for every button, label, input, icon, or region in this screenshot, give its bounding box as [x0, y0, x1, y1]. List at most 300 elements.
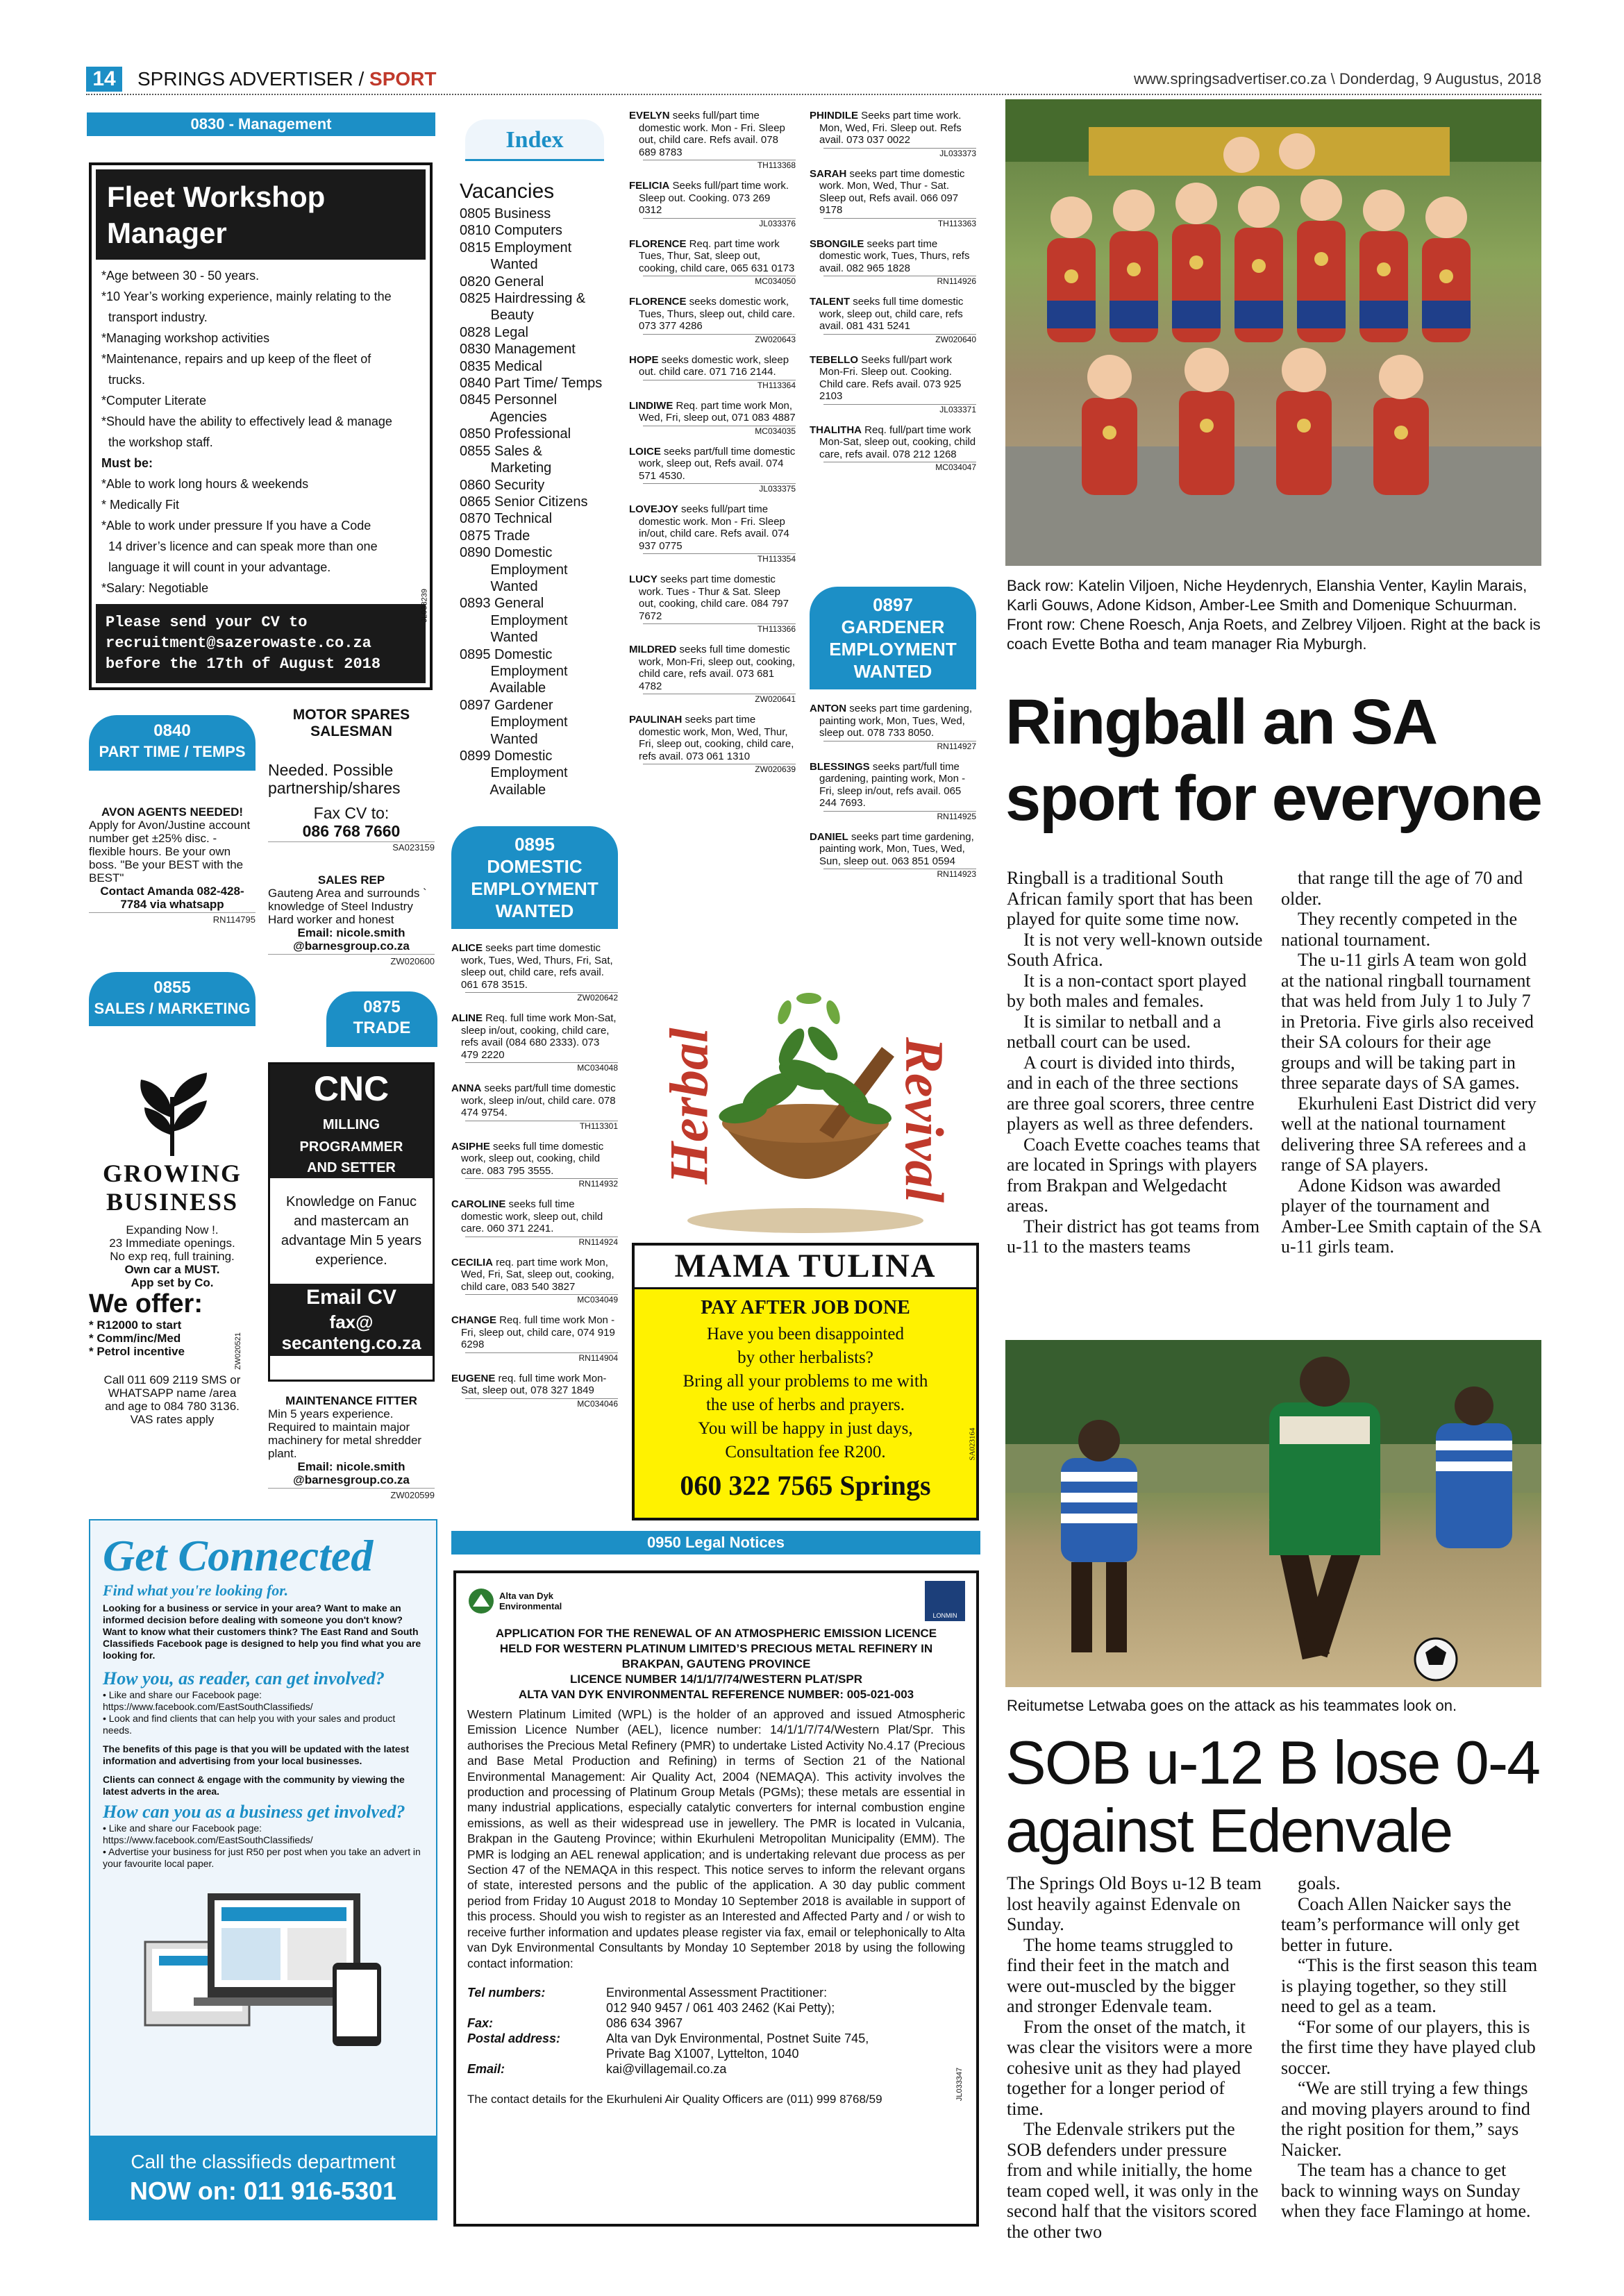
legal-notices-bar: 0950 Legal Notices [451, 1531, 980, 1555]
classified-text: seeks part/full time domestic work, sleep in/out, child care. 078 474 9754. [461, 1082, 616, 1118]
lonmin-logo: LONMIN [925, 1581, 965, 1621]
classified-ref: JL033371 [823, 404, 976, 414]
legal-heading-5: ALTA VAN DYK ENVIRONMENTAL REFERENCE NUMBER: 005-021-003 [518, 1688, 914, 1701]
get-connected-b4: • Advertise your business for just R50 per post when you take an advert in your favourite local paper. [103, 1846, 421, 1869]
fleet-line: * Medically Fit [101, 498, 180, 512]
mama-tulina-ref: SA023164 [968, 1427, 977, 1461]
classified-ad [451, 1257, 618, 1293]
classified-ad [629, 503, 796, 552]
classified-ad [810, 831, 976, 868]
growing-offers [89, 1318, 256, 1358]
classified-ref: MC034049 [465, 1294, 618, 1305]
classified-text: seeks part time domestic work, Tues, Thurs, refs avail. 082 965 1828 [819, 237, 970, 274]
classified-ad [451, 1314, 618, 1351]
sales-rep-email: Email: nicole.smith @barnesgroup.co.za [293, 926, 410, 953]
article-paragraph: The team has a chance to get back to winning ways on Sunday when they face Flamingo at home. [1281, 2160, 1531, 2221]
classified-ref: MC034048 [465, 1062, 618, 1073]
classified-name: PHINDILE [810, 110, 859, 121]
fleet-title-line2: Manager [107, 217, 227, 249]
index-item: 0870 Technical [460, 511, 553, 527]
maintenance-email: Email: nicole.smith @barnesgroup.co.za [293, 1460, 410, 1486]
classified-ref: JL033376 [643, 218, 796, 228]
classified-ad [629, 354, 796, 378]
classified-text: seeks full time domestic work, sleep out, child care. 060 371 2241. [461, 1198, 603, 1234]
index-item: Marketing [460, 460, 552, 476]
motor-spares-ref: SA023159 [268, 841, 435, 853]
classified-ref: RN114924 [465, 1237, 618, 1247]
growing-line: App set by Co. [131, 1276, 214, 1289]
legal-contact-row [467, 1985, 869, 2000]
index-item: Available [460, 782, 546, 798]
growing-business-ad [89, 1069, 256, 1493]
article-paragraph: “This is the first season this team is playing together, so they still need to gel as a team. [1281, 1955, 1538, 2016]
classified-ad [629, 180, 796, 217]
growing-ref: ZW020521 [234, 1332, 243, 1370]
classified-text: seeks domestic work, Tues, Thurs, sleep out, child care. 073 377 4286 [639, 296, 796, 332]
herbal-word-1: Herbal [658, 1028, 719, 1184]
classified-ad [810, 761, 976, 810]
classified-name: TEBELLO [810, 353, 858, 366]
mama-line: by other herbalists? [737, 1348, 873, 1367]
badge-0897-code: 0897 [873, 594, 913, 615]
classified-name: PAULINAH [629, 714, 683, 726]
site-date: www.springsadvertiser.co.za \ Donderdag, 9 Augustus, 2018 [1133, 70, 1541, 87]
classified-name: BLESSINGS [810, 760, 870, 773]
article-paragraph: Their district has got teams from u-11 to the masters teams [1007, 1216, 1260, 1257]
classified-text: Req. full time work Mon - Fri, sleep out, child care, 074 919 6298 [461, 1314, 615, 1350]
get-connected-b2: • Look and find clients that can help you with your sales and product needs. [103, 1713, 396, 1736]
get-connected-footer-1: Call the classifieds department [131, 2151, 396, 2172]
classified-ad [451, 1141, 618, 1178]
herbal-revival-ad [632, 971, 979, 1241]
index-item: Employment [460, 562, 568, 578]
fleet-workshop-ad [89, 162, 433, 690]
article-paragraph: It is a non-contact sport played by both males and females. [1007, 970, 1247, 1011]
classified-ref: RN114923 [823, 869, 976, 879]
classified-ad [810, 238, 976, 275]
sob-soccer-photo [1005, 1340, 1541, 1687]
classified-text: req. full time work Mon-Sat, sleep out, 078 327 1849 [461, 1372, 607, 1396]
get-connected-sub: Find what you're looking for. [103, 1582, 289, 1599]
legal-contact-row [467, 2000, 869, 2016]
herbal-word-2: Revival [894, 1037, 955, 1203]
classified-ref: MC034046 [465, 1398, 618, 1409]
classified-text: req. part time work Mon, Wed, Fri, Sat, sleep out, cooking, child care, 083 540 3827 [461, 1256, 614, 1293]
get-connected-p2: The benefits of this page is that you will be updated with the latest information and advertising from your local businesses. [103, 1743, 410, 1766]
fleet-line: trucks. [101, 373, 146, 387]
legal-contact-label: Postal address: [467, 2031, 561, 2045]
growing-offer-title: We offer: [89, 1289, 203, 1318]
classified-ref: TH113366 [643, 623, 796, 634]
index-item: 0825 Hairdressing & [460, 291, 586, 307]
classified-ad [629, 573, 796, 622]
mama-line: Consultation fee R200. [725, 1443, 886, 1461]
fleet-line: *Should have the ability to effectively lead & manage [101, 414, 392, 428]
classified-ad [629, 110, 796, 158]
maintenance-body: Min 5 years experience. Required to maintain major machinery for metal shredder plant. [268, 1407, 422, 1460]
badge-0875-code: 0875 [363, 998, 401, 1016]
classified-name: CECILIA [451, 1256, 493, 1268]
fleet-title-line1: Fleet Workshop [107, 181, 326, 213]
sales-rep-body: Gauteng Area and surrounds ` knowledge of Steel Industry Hard worker and honest [268, 887, 427, 926]
soccer-players-illustration [1005, 1340, 1541, 1687]
cnc-email-label: Email CV [270, 1284, 433, 1312]
col5-classifieds-gardener [810, 703, 976, 889]
classified-text: Seeks full/part work Mon-Fri. Sleep out. Cooking. Child care. Refs avail. 073 925 2103 [819, 353, 962, 402]
badge-0895-label-1: DOMESTIC [487, 856, 583, 877]
classified-name: CAROLINE [451, 1198, 506, 1210]
index-item: Wanted [460, 630, 538, 646]
classified-ad [810, 424, 976, 461]
get-connected-footer [90, 2136, 436, 2219]
legal-contact-value: 012 940 9457 / 061 403 2462 (Kai Petty); [606, 2000, 835, 2015]
classified-name: EUGENE [451, 1372, 496, 1384]
classified-ref: JL033375 [643, 483, 796, 494]
index-item: 0840 Part Time/ Temps [460, 376, 603, 392]
index-item: Available [460, 680, 546, 696]
fleet-line: the workshop staff. [101, 435, 213, 449]
index-item: 0810 Computers [460, 223, 562, 239]
index-item: 0805 Business [460, 206, 551, 221]
classified-text: seeks part time domestic work. Tues - Thur & Sat. Sleep out, cooking, child care. 084 797 7672 [639, 573, 789, 622]
classified-ref: TH113354 [643, 553, 796, 564]
fleet-title-box [96, 169, 426, 260]
index-item: Wanted [460, 257, 538, 273]
badge-0895 [451, 826, 618, 929]
classified-ad [810, 296, 976, 333]
page-number: 14 [86, 67, 122, 92]
index-item: 0897 Gardener [460, 697, 553, 713]
article-paragraph: The u-11 girls A team won gold at the national ringball tournament that was held from July 1 to July 7 in Pretoria. Five girls also received their SA colours for their age groups and will be taking part in three separate days of SA games. [1281, 950, 1534, 1093]
classified-ad [629, 400, 796, 424]
badge-0897-label-1: GARDENER [841, 617, 945, 637]
classified-text: seeks part time gardening, painting work, Mon, Tues, Wed, Sun, sleep out. 063 851 0594 [819, 830, 974, 867]
classified-name: TALENT [810, 296, 851, 308]
badge-0897-label-3: WANTED [853, 661, 932, 682]
ringball-team-photo [1005, 99, 1541, 566]
mama-tulina-lines [635, 1323, 976, 1464]
growing-lines [89, 1223, 256, 1289]
classified-text: Seeks part time work. Mon, Wed, Fri. Sleep out. Refs avail. 073 037 0022 [819, 110, 962, 146]
index-item: Wanted [460, 731, 538, 747]
mama-line: Bring all your problems to me with [683, 1372, 928, 1391]
classified-ref: TH113301 [465, 1121, 618, 1131]
badge-0855 [89, 972, 256, 1026]
article-paragraph: “For some of our players, this is the first time they have played club soccer. [1281, 2016, 1536, 2078]
get-connected-ad [89, 1519, 437, 2220]
classified-ref: RN114925 [823, 811, 976, 821]
index-item: Agencies [460, 409, 547, 425]
motor-spares-fax: 086 768 7660 [302, 822, 401, 840]
index-item: Beauty [460, 308, 534, 324]
management-bar: 0830 - Management [87, 112, 435, 136]
fleet-line: *Managing workshop activities [101, 331, 270, 345]
classified-text: seeks part time domestic work, Mon, Wed, Thur, Fri, sleep out, cooking, child care, refs avail. 073 061 1310 [639, 714, 794, 762]
index-item: 0820 General [460, 274, 544, 290]
legal-heading-1: APPLICATION FOR THE RENEWAL OF AN ATMOSPHERIC EMISSION LICENCE [495, 1627, 937, 1640]
growing-line: No exp req, full training. [110, 1250, 235, 1263]
classified-name: SBONGILE [810, 237, 864, 250]
classified-ref: RN114932 [465, 1178, 618, 1189]
sob-caption: Reitumetse Letwaba goes on the attack as his teammates look on. [1007, 1697, 1457, 1714]
legal-contact-row [467, 2046, 869, 2061]
masthead [137, 67, 437, 92]
classified-ref: JL033373 [823, 148, 976, 158]
growing-title-2: BUSINESS [106, 1188, 239, 1216]
get-connected-title: Get Connected [103, 1531, 374, 1580]
index-box [451, 112, 618, 807]
legal-contact-row [467, 2016, 869, 2031]
legal-contact-label: Fax: [467, 2016, 494, 2030]
classified-ref: ZW020643 [643, 334, 796, 344]
classified-name: FLORENCE [629, 237, 687, 250]
badge-0897-label-2: EMPLOYMENT [829, 639, 957, 660]
legal-contact-row [467, 2061, 869, 2077]
legal-contact-label: Email: [467, 2061, 505, 2076]
article-paragraph: Adone Kidson was awarded player of the tournament and Amber-Lee Smith captain of the SA u-11 girls team. [1281, 1175, 1541, 1257]
legal-footer: The contact details for the Ekurhuleni Air Quality Officers are (011) 999 8768/59 [467, 2092, 882, 2106]
sales-rep-ad [268, 873, 435, 976]
classified-name: SARAH [810, 167, 847, 180]
classified-text: seeks part/full time domestic work, sleep out, Refs avail. 074 571 4530. [639, 445, 796, 482]
avon-ref: RN114795 [89, 912, 256, 926]
classified-text: seeks full time domestic work, sleep out, child care, refs avail. 081 431 5241 [819, 296, 964, 332]
mama-tulina-ad [632, 1243, 979, 1520]
avon-body: Apply for Avon/Justine account number get ±25% disc. - flexible hours. Be your own boss. "Be your BEST with the BEST" [89, 819, 251, 885]
legal-contacts [467, 1985, 869, 2077]
legal-contact-row [467, 2031, 869, 2046]
index-item: 0890 Domestic [460, 545, 553, 561]
classified-name: ALINE [451, 1012, 483, 1024]
legal-heading-2: HELD FOR WESTERN PLATINUM LIMITED’S PRECIOUS METAL REFINERY IN [499, 1642, 933, 1655]
index-item: Employment [460, 714, 568, 730]
fleet-ref: JL033239 [420, 589, 428, 623]
classified-ad [451, 1012, 618, 1061]
classified-ad [810, 703, 976, 739]
ringball-team-illustration [1005, 99, 1541, 566]
article-paragraph: goals. [1298, 1873, 1341, 1893]
classified-ad [451, 1198, 618, 1235]
classified-text: Req. part time work Tues, Thur, Sat, sleep out, cooking, child care, 065 631 0173 [639, 237, 795, 274]
classified-name: FLORENCE [629, 296, 687, 308]
fleet-line: transport industry. [101, 310, 208, 324]
article-paragraph: The Springs Old Boys u-12 B team lost heavily against Edenvale on Sunday. [1007, 1873, 1262, 1934]
legal-contact-value: Environmental Assessment Practitioner: [606, 1985, 828, 2000]
classified-name: CHANGE [451, 1314, 497, 1326]
legal-contact-label [467, 2046, 606, 2061]
ringball-headline [1005, 684, 1541, 837]
article-paragraph: They recently competed in the national tournament. [1281, 909, 1518, 950]
legal-contact-value: Alta van Dyk Environmental, Postnet Suite 745, [606, 2031, 869, 2045]
ringball-headline-1: Ringball an SA [1005, 687, 1437, 757]
classified-ref: ZW020642 [465, 992, 618, 1003]
growing-call: Call 011 609 2119 SMS or WHATSAPP name /area and age to 084 780 3136. VAS rates apply [103, 1373, 241, 1426]
col4-classifieds [629, 110, 796, 784]
sob-body-col1 [1007, 1873, 1264, 2242]
header-rule [86, 94, 1541, 95]
cnc-sub-2: PROGRAMMER [270, 1137, 433, 1157]
badge-0875-label: TRADE [353, 1019, 411, 1037]
legal-logos [467, 1580, 965, 1622]
sob-headline-2: against Edenvale [1005, 1796, 1453, 1865]
sales-rep-title: SALES REP [317, 873, 385, 887]
classified-ref: ZW020641 [643, 694, 796, 704]
legal-heading-4: LICENCE NUMBER 14/1/1/7/74/WESTERN PLAT/SPR [570, 1673, 862, 1686]
classified-ad [451, 1373, 618, 1397]
classified-text: seeks full/part time domestic work. Mon - Fri. Sleep in/out, child care. Refs avail. 074 937 0775 [639, 503, 789, 552]
article-paragraph: Ekurhuleni East District did very well at the national tournament delivering three SA referees and a range of SA players. [1281, 1093, 1537, 1175]
badge-0897 [810, 587, 976, 689]
legal-ref: JL033347 [955, 2067, 964, 2102]
classified-ref: RN114904 [465, 1352, 618, 1363]
badge-0840 [89, 715, 256, 771]
fleet-cta-line1: Please send your CV to [106, 614, 308, 631]
classified-ad [451, 1082, 618, 1119]
article-paragraph: The home teams struggled to find their feet in the match and were out-muscled by the bigger and stronger Edenvale team. [1007, 1934, 1236, 2016]
badge-0855-label: SALES / MARKETING [94, 1000, 251, 1017]
ringball-headline-2: sport for everyone [1005, 763, 1541, 834]
classified-ref: RN114926 [823, 276, 976, 286]
classified-ad [629, 644, 796, 692]
sob-body-col2 [1281, 1873, 1541, 2222]
growing-offer: * Comm/inc/Med [89, 1332, 181, 1345]
classified-text: seeks part time domestic work, Tues, Wed, Thurs, Fri, Sat, sleep out, child care, refs avail. 061 678 3515. [461, 942, 613, 991]
article-paragraph: It is not very well-known outside South Africa. [1007, 929, 1263, 970]
badge-0895-label-3: WANTED [495, 900, 574, 921]
classified-text: seeks domestic work, sleep out. child care. 071 716 2144. [639, 353, 789, 378]
legal-contact-label: Tel numbers: [467, 1985, 546, 2000]
sob-headline [1005, 1729, 1541, 1865]
index-item: 0860 Security [460, 477, 545, 493]
fleet-line: *Maintenance, repairs and up keep of the fleet of [101, 352, 371, 366]
growing-offer: * R12000 to start [89, 1318, 182, 1332]
cnc-title: CNC [270, 1064, 433, 1113]
classified-text: Req. full/part time work Mon-Sat, sleep out, cooking, child care, refs avail. 078 212 1268 [819, 424, 976, 460]
cnc-ad [268, 1062, 435, 1382]
classified-ref: MC034050 [643, 276, 796, 286]
mama-line: You will be happy in just days, [698, 1419, 913, 1438]
ringball-caption: Back row: Katelin Viljoen, Niche Heydenrych, Elanshia Venter, Kaylin Marais, Karli Gouws, Adone Kidson, Amber-Lee Smith and Domenique Schuurman. Front row: Chene Roesch, Anja Roets, and Zelbrey Viljoen. Right at the back is coach Evette Botha and team manager Ria Myburgh. [1007, 577, 1541, 653]
badge-0840-label: PART TIME / TEMPS [99, 743, 246, 760]
maintenance-ad [268, 1394, 435, 1510]
cnc-body: Knowledge on Fanuc and mastercam an advantage Min 5 years experience. [281, 1194, 422, 1268]
avon-ad [89, 805, 256, 935]
get-connected-b1: • Like and share our Facebook page: https://www.facebook.com/EastSouthClassifieds/ [103, 1689, 313, 1712]
legal-contact-value: 086 634 3967 [606, 2016, 683, 2030]
article-paragraph: A court is divided into thirds, and in each of the three sections are three goal scorers, three centre players as well as three defenders. [1007, 1052, 1255, 1134]
legal-contact-value[interactable]: kai@villagemail.co.za [606, 2061, 727, 2076]
classified-name: ANTON [810, 703, 847, 714]
classified-name: MILDRED [629, 644, 677, 655]
article-paragraph: Coach Evette coaches teams that are located in Springs with players from Brakpan and Welgedacht areas. [1007, 1134, 1260, 1216]
motor-spares-body: Needed. Possible partnership/shares [268, 761, 401, 797]
index-title: Index [465, 119, 604, 161]
maintenance-ref: ZW020599 [268, 1488, 435, 1502]
fleet-cta-email[interactable]: recruitment@sazerowaste.co.za [106, 635, 371, 652]
legal-heading-3: BRAKPAN, GAUTENG PROVINCE [621, 1657, 811, 1670]
motor-spares-title: MOTOR SPARES SALESMAN [292, 707, 410, 739]
fleet-line: *Computer Literate [101, 394, 207, 408]
classified-ref: TH113364 [643, 380, 796, 390]
fleet-line: *Age between 30 - 50 years. [101, 269, 260, 283]
fleet-line: *Able to work under pressure If you have a Code [101, 519, 371, 533]
growing-plant-icon [103, 1069, 242, 1159]
cnc-email[interactable]: fax@ secanteng.co.za [270, 1312, 433, 1356]
badge-0855-code: 0855 [153, 978, 191, 997]
badge-0895-code: 0895 [514, 834, 555, 855]
classified-ref: ZW020640 [823, 334, 976, 344]
growing-line: 23 Immediate openings. [109, 1237, 235, 1250]
section-name: SPORT [369, 68, 437, 90]
motor-spares-ad [268, 707, 435, 861]
col3-classifieds [451, 942, 618, 1418]
get-connected-b3: • Like and share our Facebook page: https://www.facebook.com/EastSouthClassifieds/ [103, 1822, 313, 1845]
fleet-line: *Salary: Negotiable [101, 581, 209, 595]
classified-ref: TH113368 [643, 160, 796, 170]
alta-logo-line2: Environmental [499, 1601, 562, 1611]
maintenance-title: MAINTENANCE FITTER [285, 1394, 417, 1407]
alta-logo [467, 1587, 562, 1615]
fleet-line: language it will count in your advantage. [101, 560, 331, 574]
cnc-sub-3: AND SETTER [270, 1157, 433, 1178]
fleet-line: Must be: [101, 456, 153, 470]
classified-text: seeks part time gardening, painting work, Mon, Tues, Wed, sleep out. 078 733 8050. [819, 703, 972, 739]
badge-0840-code: 0840 [153, 721, 191, 740]
badge-0875 [326, 991, 437, 1047]
article-paragraph: “We are still trying a few things and moving players around to find the right position for them,” says Naicker. [1281, 2078, 1530, 2160]
classified-text: Seeks full/part time work. Sleep out. Cooking. 073 269 0312 [639, 180, 789, 216]
fleet-requirements [96, 260, 426, 598]
classified-text: seeks full time domestic work, Mon-Fri, sleep out, cooking, child care, refs avail. 073 681 4782 [639, 644, 796, 692]
get-connected-footer-2: NOW on: 011 916-5301 [129, 2177, 397, 2205]
classified-name: LUCY [629, 573, 658, 585]
index-item: 0899 Domestic [460, 748, 553, 764]
mama-tulina-phone: 060 322 7565 Springs [680, 1470, 931, 1501]
legal-notice [453, 1570, 979, 2227]
article-paragraph: It is similar to netball and a netball court can be used. [1007, 1011, 1221, 1052]
index-item: Employment [460, 765, 568, 781]
index-item: 0828 Legal [460, 324, 528, 340]
classified-text: seeks part/full time gardening, painting work, Mon - Fri, sleep in/out, refs avail. 065 244 7693. [819, 760, 966, 809]
get-connected-h2: How you, as reader, can get involved? [103, 1668, 385, 1689]
index-item: 0893 General [460, 596, 544, 612]
fleet-line: *Able to work long hours & weekends [101, 477, 309, 491]
badge-0895-label-2: EMPLOYMENT [471, 878, 598, 899]
alta-logo-line1: Alta van Dyk [499, 1591, 554, 1601]
article-paragraph: The Edenvale strikers put the SOB defenders under pressure from and while initially, the home team coped well, it was only in the second half that the visitors scored the other two [1007, 2119, 1259, 2242]
classified-name: HOPE [629, 353, 659, 366]
index-vacancies: Vacancies [460, 180, 555, 203]
index-item: 0895 Domestic [460, 646, 553, 662]
classified-ad [629, 296, 796, 333]
publication-name: SPRINGS ADVERTISER / [137, 68, 365, 90]
classified-name: ALICE [451, 942, 483, 954]
classified-ref: TH113363 [823, 218, 976, 228]
classified-name: ANNA [451, 1082, 482, 1094]
sob-headline-1: SOB u-12 B lose 0-4 [1005, 1728, 1540, 1797]
index-item: 0855 Sales & [460, 443, 542, 459]
article-paragraph: Ringball is a traditional South African family sport that has been played for quite some time now. [1007, 868, 1253, 929]
cnc-sub-1: MILLING [270, 1113, 433, 1137]
classified-ad [810, 168, 976, 217]
fleet-cta-box [96, 604, 426, 683]
mama-tulina-sub: PAY AFTER JOB DONE [701, 1297, 910, 1318]
avon-contact: Contact Amanda 082-428-7784 via whatsapp [100, 885, 244, 911]
classified-name: LOICE [629, 445, 661, 458]
article-paragraph: From the onset of the match, it was clear the visitors were a more cohesive unit as they had played together for a longer period of time. [1007, 2016, 1253, 2119]
mama-line: the use of herbs and prayers. [705, 1396, 905, 1414]
classified-name: FELICIA [629, 180, 670, 192]
